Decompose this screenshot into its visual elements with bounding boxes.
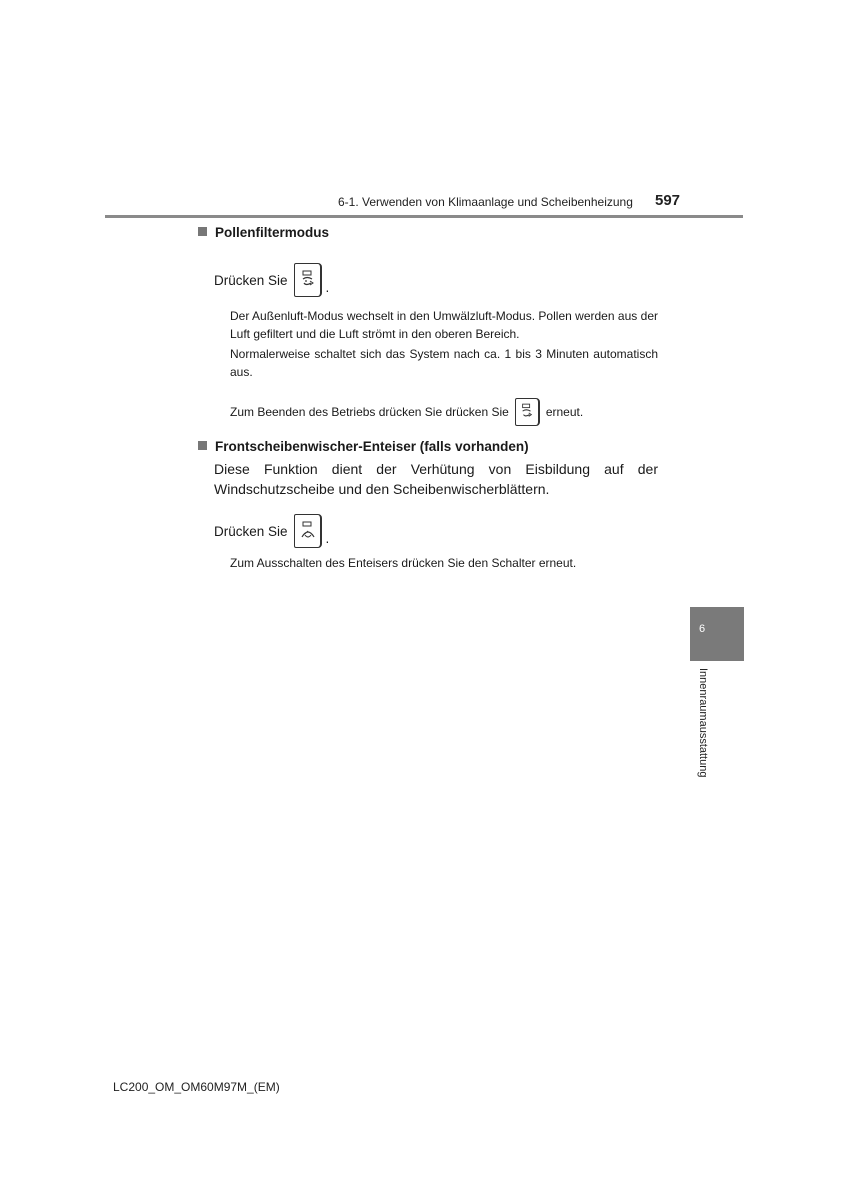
wiper-deicer-button[interactable] — [294, 514, 322, 548]
bullet-square-icon — [198, 441, 207, 450]
pollen-press-instruction — [214, 263, 329, 297]
pollen-end-after: erneut. — [545, 405, 584, 419]
pollen-note-2: Normalerweise schaltet sich das System nach ca. 1 bis 3 Minuten automatisch aus. — [230, 347, 658, 379]
pollen-heading-text: Pollenfiltermodus — [215, 225, 330, 240]
pollen-end-before: Zum Beenden des Betriebs drücken Sie drücken Sie — [230, 405, 509, 419]
deicer-press-label: Drücken Sie — [214, 523, 288, 539]
deicer-note: Zum Ausschalten des Enteisers drücken Sie den Schalter erneut. — [230, 556, 577, 570]
page-number: 597 — [655, 192, 681, 209]
deicer-description: Diese Funktion dient der Verhütung von Eisbildung auf der Windschutzscheibe und den Scheibenwischerblättern. — [214, 461, 658, 497]
deicer-press-suffix: . — [325, 531, 330, 546]
pollen-filter-button[interactable] — [294, 263, 322, 297]
pollen-end-instruction — [230, 398, 583, 426]
deicer-press-instruction — [214, 514, 329, 548]
chapter-label: Innenraumausstattung — [697, 668, 709, 778]
chapter-tab — [690, 607, 744, 661]
wiper-deicer-icon — [300, 521, 316, 541]
bullet-square-icon — [198, 227, 207, 236]
deicer-heading — [198, 439, 529, 454]
pollen-press-suffix: . — [325, 280, 330, 295]
section-title: 6-1. Verwenden von Klimaanlage und Scheibenheizung — [338, 195, 633, 209]
pollen-heading — [198, 225, 329, 240]
pollen-note-1: Der Außenluft-Modus wechselt in den Umwälzluft-Modus. Pollen werden aus der Luft gefiltert und die Luft strömt in den oberen Bereich. — [230, 309, 658, 341]
chapter-number: 6 — [699, 623, 706, 635]
header-divider — [105, 215, 743, 218]
document-code: LC200_OM_OM60M97M_(EM) — [113, 1080, 280, 1094]
pollen-filter-icon — [520, 403, 534, 421]
pollen-filter-icon — [300, 270, 316, 290]
deicer-heading-text: Frontscheibenwischer-Enteiser (falls vorhanden) — [215, 439, 529, 454]
pollen-press-label: Drücken Sie — [214, 272, 288, 288]
pollen-filter-button-small[interactable] — [515, 398, 540, 426]
